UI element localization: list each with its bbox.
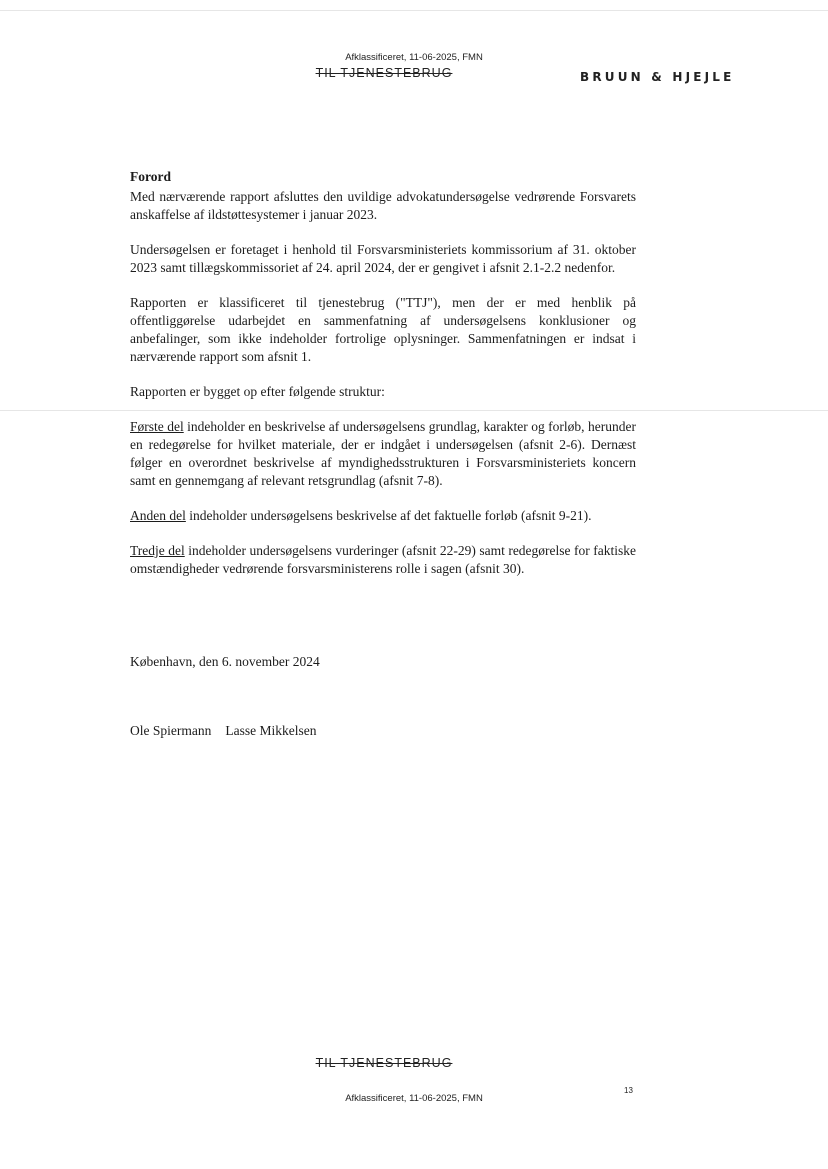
paragraph-classification: Rapporten er klassificeret til tjenestebrug ("TTJ"), men der er med henblik på offentliggørelse udarbejdet en sammenfatning af undersøgelsens konklusioner og anbefalinger, som ikke indeholder fortrolige oplysninger. Sammenfatningen er indsat i nærværende rapport som afsnit 1. [130,295,636,364]
signatories [130,723,330,739]
paragraph-structure: Rapporten er bygget op efter følgende struktur: [130,384,385,399]
paragraph-part-1 [130,418,636,490]
page-number: 13 [624,1086,633,1095]
paragraph-mandate: Undersøgelsen er foretaget i henhold til Forsvarsministeriets kommissorium af 31. oktober 2023 samt tillægskommissoriet af 24. april 2024, der er gengivet i afsnit 2.1-2.2 nedenfor. [130,242,636,275]
firm-logo: BRUUN & HJEJLE [580,70,735,84]
paragraph-part-3 [130,542,636,578]
document-body [130,168,636,595]
part-3-label: Tredje del [130,543,185,558]
paragraph-intro: Med nærværende rapport afsluttes den uvildige advokatundersøgelse vedrørende Forsvarets anskaffelse af ildstøttesystemer i januar 2023. [130,189,636,222]
part-2-label: Anden del [130,508,186,523]
declassified-stamp-bottom: Afklassificeret, 11-06-2025, FMN [345,1093,483,1104]
part-2-text: indeholder undersøgelsens beskrivelse af det faktuelle forløb (afsnit 9-21). [185,508,592,523]
scan-artifact-line [0,10,828,11]
signer-name: Ole Spiermann [130,723,212,738]
classification-footer: TIL TJENESTEBRUG [315,1056,453,1070]
part-3-text: indeholder undersøgelsens vurderinger (afsnit 22-29) samt redegørelse for faktiske omstændigheder vedrørende forsvarsministerens rolle i sagen (afsnit 30). [130,543,636,576]
paragraph-part-2 [130,507,636,525]
part-1-label: Første del [130,419,184,434]
declassified-stamp-top: Afklassificeret, 11-06-2025, FMN [345,52,483,63]
section-heading: Forord [130,169,171,184]
classification-header: TIL TJENESTEBRUG [315,66,453,80]
place-date: København, den 6. november 2024 [130,654,320,669]
signer-name: Lasse Mikkelsen [225,723,317,738]
part-1-text: indeholder en beskrivelse af undersøgelsens grundlag, karakter og forløb, herunder en redegørelse for hvilket materiale, der er indgået i undersøgelsen (afsnit 2-6). Dernæst følger en overordnet beskrivelse af myndighedsstrukturen i Forsvarsministeriets koncern samt en gennemgang af relevant retsgrundlag (afsnit 7-8). [130,419,636,488]
